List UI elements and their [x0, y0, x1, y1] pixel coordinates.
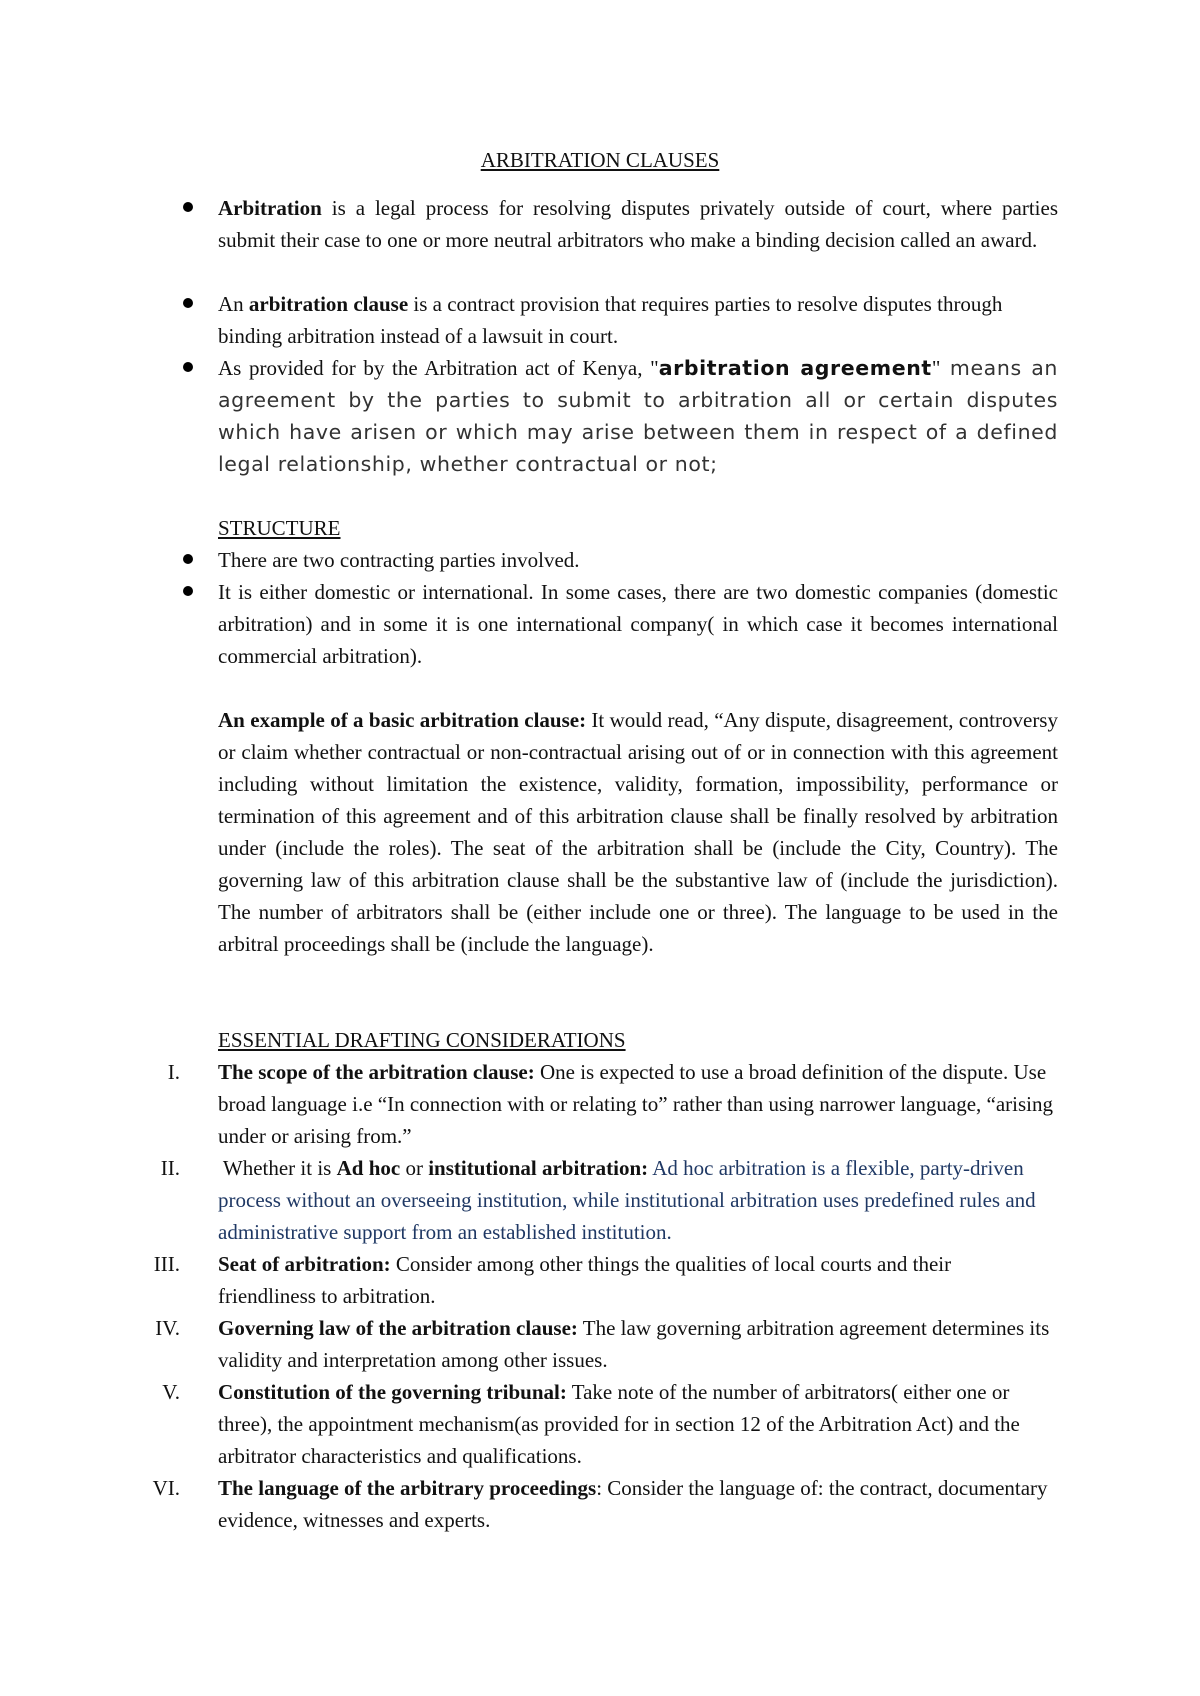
bullet-icon	[183, 586, 193, 596]
structure-bullet-2: It is either domestic or international. In some cases, there are two domestic companies (domestic arbitration) and in some it is one international company( in which case it becomes international commercial arbitration).	[218, 580, 1058, 668]
term-arbitration-agreement: arbitration agreement	[658, 356, 932, 380]
consideration-item: Governing law of the arbitration clause: The law governing arbitration agreement determines its validity and interpretation among other issues.	[218, 1316, 1050, 1372]
intro-bullet-3-text: means an agreement by the parties to submit to arbitration all or certain disputes which have arisen or which may arise between them in respect of a defined legal relationship, whether contractual or not;	[218, 356, 1058, 476]
consideration-item: Whether it is Ad hoc or institutional arbitration: Ad hoc arbitration is a flexible, party-driven process without an overseeing institution, while institutional arbitration uses predefined rules and administrative support from an established institution.	[218, 1156, 1036, 1244]
term-arbitration-clause: arbitration clause	[248, 292, 409, 316]
intro-bullet-1-text: is a legal process for resolving disputes privately outside of court, where parties submit their case to one or more neutral arbitrators who make a binding decision called an award.	[218, 196, 1058, 252]
numeral-6: VI.	[152, 1476, 180, 1500]
intro-bullet-3-pre: As provided for by the Arbitration act of Kenya, "	[218, 356, 659, 380]
bullet-icon	[183, 362, 193, 372]
numeral-1: I.	[167, 1060, 180, 1084]
consideration-item: Constitution of the governing tribunal: Take note of the number of arbitrators( either one or three), the appointment mechanism(as provided for in section 12 of the Arbitration Act) and the arbitrator characteristics and qualifications.	[218, 1380, 1020, 1468]
bullet-icon	[183, 554, 193, 564]
numeral-2: II.	[160, 1156, 180, 1180]
bullet-icon	[183, 202, 193, 212]
consideration-item: The language of the arbitrary proceedings: Consider the language of: the contract, documentary evidence, witnesses and experts.	[218, 1476, 1048, 1532]
numeral-3: III.	[153, 1252, 180, 1276]
numeral-5: V.	[162, 1380, 180, 1404]
numeral-4: IV.	[155, 1316, 180, 1340]
intro-bullet-1	[218, 192, 1058, 256]
bullet-icon	[183, 298, 193, 308]
example-text: It would read, “Any dispute, disagreement, controversy or claim whether contractual or non-contractual arising out of or in connection with this agreement including without limitation the existence, validity, formation, impossibility, performance or termination of this agreement and of this arbitration clause shall be finally resolved by arbitration under (include the roles). The seat of the arbitration shall be (include the City, Country). The governing law of this arbitration clause shall be the substantive law of (include the jurisdiction). The number of arbitrators shall be (either include one or three). The language to be used in the arbitral proceedings shall be (include the language).	[218, 708, 1058, 956]
example-label: An example of a basic arbitration clause:	[218, 708, 587, 732]
structure-bullet-1: There are two contracting parties involved.	[218, 548, 580, 572]
intro-bullet-3-quote: "	[931, 356, 941, 380]
consideration-item: Seat of arbitration: Consider among other things the qualities of local courts and their friendliness to arbitration.	[218, 1252, 952, 1308]
intro-bullet-2-pre: An	[218, 292, 249, 316]
structure-heading: STRUCTURE	[218, 516, 341, 540]
intro-bullet-3	[218, 352, 1058, 480]
example-paragraph	[218, 704, 1058, 960]
term-arbitration: Arbitration	[218, 196, 322, 220]
consideration-item: The scope of the arbitration clause: One is expected to use a broad definition of the dispute. Use broad language i.e “In connection with or relating to” rather than using narrower language, “arising under or arising from.”	[218, 1060, 1054, 1148]
intro-bullet-2	[218, 288, 1058, 352]
considerations-heading: ESSENTIAL DRAFTING CONSIDERATIONS	[218, 1028, 626, 1052]
page-title: ARBITRATION CLAUSES	[480, 148, 720, 172]
intro-bullet-2-text: is a contract provision that requires parties to resolve disputes through binding arbitration instead of a lawsuit in court.	[218, 292, 1003, 348]
